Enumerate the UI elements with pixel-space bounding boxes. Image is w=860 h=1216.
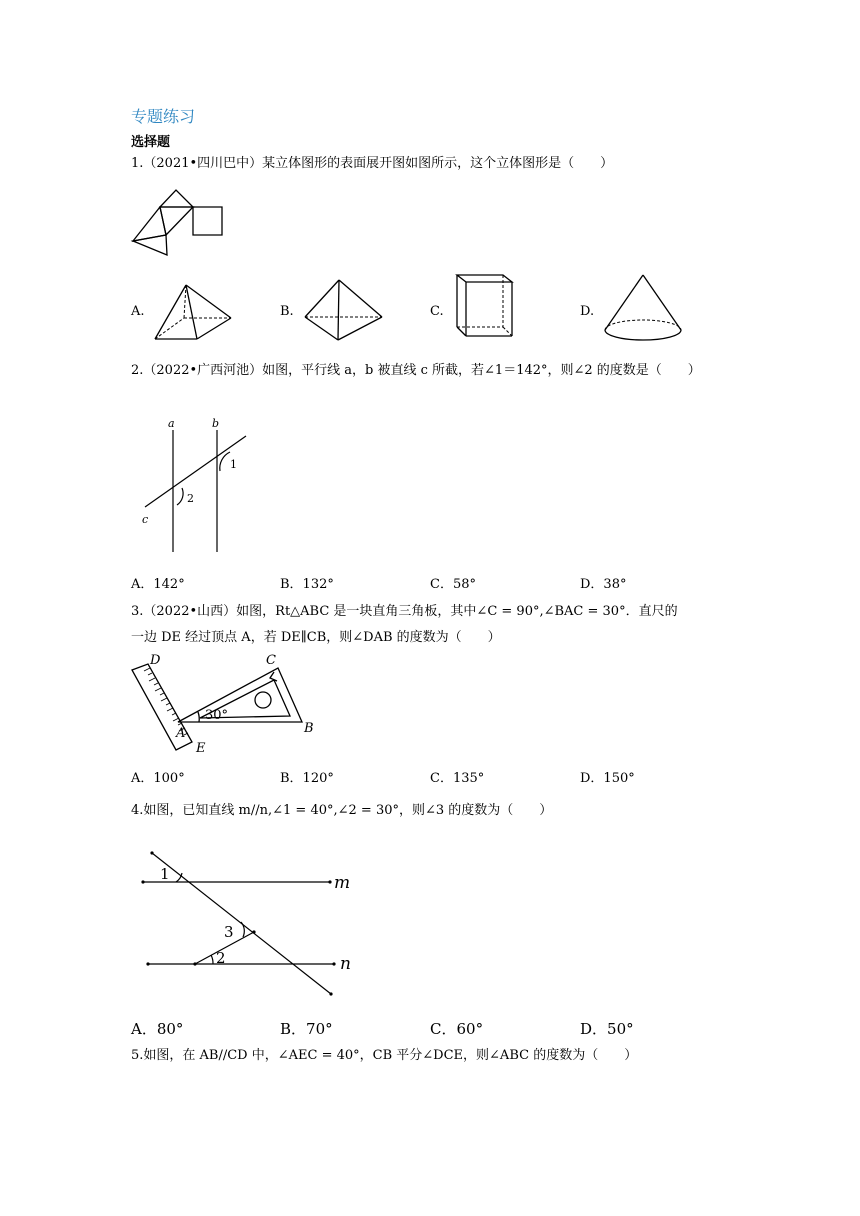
label-b: b bbox=[212, 417, 220, 430]
q4-option-a[interactable]: A．80° bbox=[131, 1020, 184, 1038]
net-triangle-bottom bbox=[133, 235, 167, 255]
page-title: 专题练习 bbox=[131, 107, 196, 126]
label-angle-2: 2 bbox=[187, 492, 194, 505]
section-heading: 选择题 bbox=[131, 135, 171, 150]
angle-2-arc bbox=[177, 488, 183, 505]
label-m: m bbox=[334, 873, 351, 893]
triangle bbox=[178, 668, 302, 722]
label-angle-2: 2 bbox=[216, 949, 226, 967]
net-square bbox=[193, 207, 222, 235]
right-angle-mark bbox=[270, 672, 277, 681]
q2-parallel-lines-figure bbox=[140, 415, 255, 555]
q1-tetrahedron-figure bbox=[300, 275, 385, 345]
q3-option-d[interactable]: D．150° bbox=[580, 771, 635, 786]
q2-option-a[interactable]: A．142° bbox=[131, 577, 185, 592]
q4-option-d[interactable]: D．50° bbox=[580, 1020, 634, 1038]
label-n: n bbox=[340, 954, 351, 974]
ruler-ticks bbox=[144, 668, 188, 735]
q1-net-figure bbox=[125, 180, 235, 260]
question-5-stem: 5.如图，在 AB//CD 中，∠AEC = 40°，CB 平分∠DCE，则∠ABC 的度数为（ ） bbox=[131, 1048, 638, 1063]
label-angle-1: 1 bbox=[230, 458, 237, 471]
q4-option-b[interactable]: B．70° bbox=[280, 1020, 333, 1038]
label-B: B bbox=[304, 721, 314, 736]
label-E: E bbox=[196, 741, 206, 756]
question-2-stem: 2.（2022•广西河池）如图，平行线 a，b 被直线 c 所截，若∠1＝142°，则∠2 的度数是（ ） bbox=[131, 363, 701, 378]
line-c bbox=[145, 436, 246, 507]
angle-30-arc bbox=[198, 712, 199, 722]
q4-option-c[interactable]: C．60° bbox=[430, 1020, 484, 1038]
label-A: A bbox=[176, 726, 186, 741]
q4-parallel-lines-figure bbox=[138, 845, 368, 1005]
label-D: D bbox=[150, 653, 161, 668]
label-angle-1: 1 bbox=[160, 865, 170, 883]
label-a: a bbox=[168, 417, 175, 430]
question-3-stem-line1: 3.（2022•山西）如图，Rt△ABC 是一块直角三角板，其中∠C = 90°,∠BAC = 30°．直尺的 bbox=[131, 604, 678, 619]
angle-2-arc bbox=[211, 955, 213, 964]
q2-option-b[interactable]: B．132° bbox=[280, 577, 334, 592]
label-C: C bbox=[266, 653, 276, 668]
q3-option-a[interactable]: A．100° bbox=[131, 771, 185, 786]
q2-option-d[interactable]: D．38° bbox=[580, 577, 627, 592]
q1-option-c[interactable]: C. bbox=[430, 304, 444, 319]
q1-option-d[interactable]: D. bbox=[580, 304, 595, 319]
q3-ruler-triangle-figure bbox=[128, 650, 328, 760]
question-1-stem: 1.（2021•四川巴中）某立体图形的表面展开图如图所示，这个立体图形是（ ） bbox=[131, 156, 614, 171]
question-3-stem-line2: 一边 DE 经过顶点 A，若 DE∥CB，则∠DAB 的度数为（ ） bbox=[131, 630, 501, 645]
question-4-stem: 4.如图，已知直线 m//n,∠1 = 40°,∠2 = 30°，则∠3 的度数为（ ） bbox=[131, 803, 553, 818]
angle-1-arc bbox=[220, 452, 230, 471]
q1-prism-figure bbox=[452, 270, 522, 350]
label-c: c bbox=[142, 513, 149, 526]
q3-option-b[interactable]: B．120° bbox=[280, 771, 334, 786]
q1-pyramid-figure bbox=[150, 280, 235, 345]
label-angle-30: 30° bbox=[205, 708, 229, 723]
triangle-hole bbox=[255, 692, 271, 708]
q1-option-a[interactable]: A. bbox=[131, 304, 145, 319]
q2-option-c[interactable]: C．58° bbox=[430, 577, 476, 592]
q1-cone-figure bbox=[600, 270, 690, 350]
label-angle-3: 3 bbox=[224, 923, 234, 941]
q1-option-b[interactable]: B. bbox=[280, 304, 294, 319]
q3-option-c[interactable]: C．135° bbox=[430, 771, 485, 786]
net-triangle-top bbox=[160, 190, 193, 207]
